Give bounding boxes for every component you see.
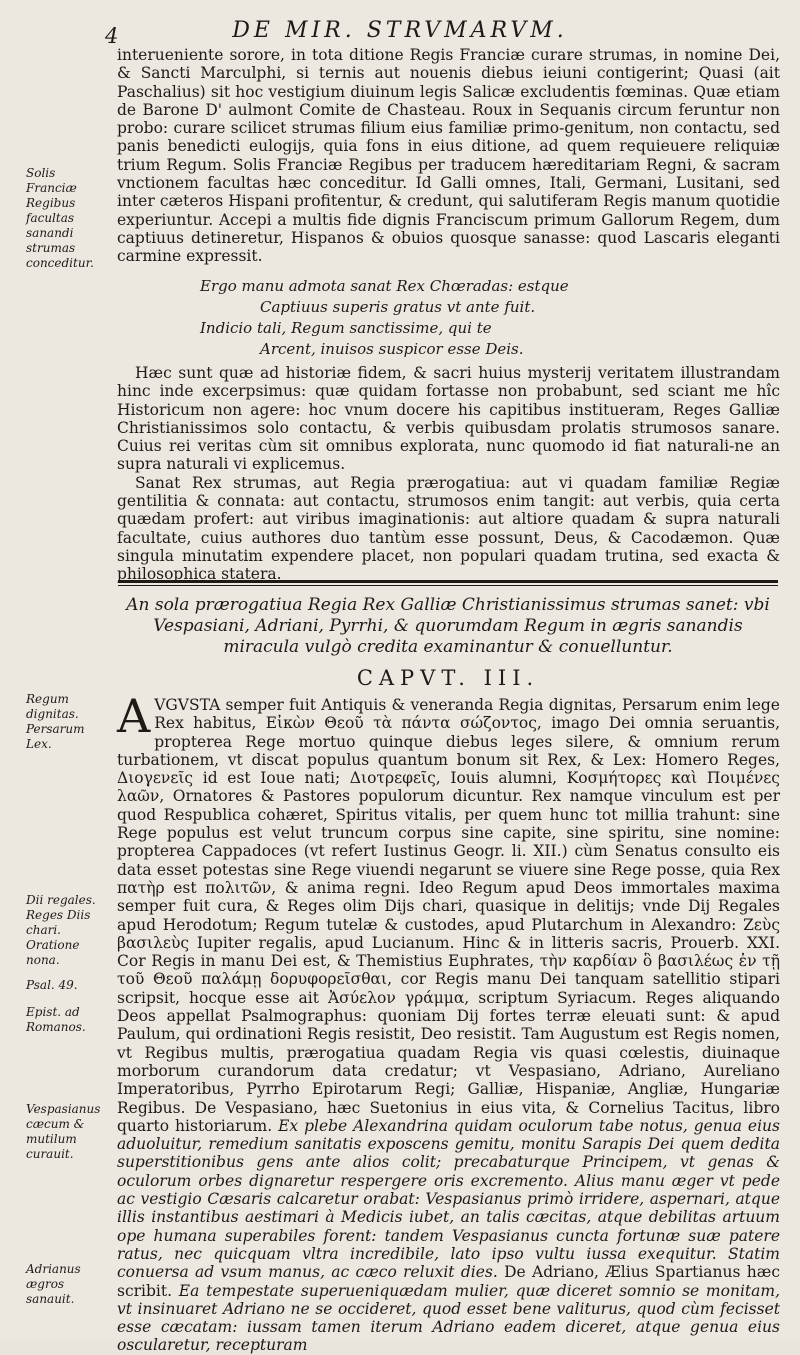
margin-note-epistle: Epist. ad Romanos. [26, 1005, 86, 1034]
spartianus-quote: Ea tempestate superueniquædam mulier, quæ diceret somnio se monitam, vt insinuaret Adriano ne se occideret, quod esset bene valiturus, quod cùm fecisset esse cæcatam: iussam tamen iterum Adriano eadem diceret, atque genua eius oscularetur, recepturam [117, 1281, 780, 1355]
verse-quotation [200, 276, 640, 360]
chapter-text [117, 689, 780, 1355]
text-block-top [117, 46, 780, 266]
paragraph-2: Hæc sunt quæ ad historiæ fidem, & sacri huius mysterij veritatem illustrandam hinc inde excerpsimus: quæ quidam fortasse non probabunt, sed sciant me hîc Historicum non agere: hoc vnum docere his capitibus institueram, Reges Galliæ Christianissimos solo contactu, & verbis quibusdam prolatis strumosos sanare. Cuius rei veritas cùm sit omnibus explorata, nunc quomodo id fiat naturali-ne an supra naturali vi explicemus. [117, 364, 780, 474]
margin-note-franciae: Solis Franciæ Regibus facultas sanandi strumas conceditur. [26, 166, 94, 270]
margin-note-dii-regales: Dii regales. Reges Diis chari. Oratione nona. [26, 893, 96, 967]
paragraph-1: interueniente sorore, in tota ditione Regis Franciæ curare strumas, in nomine Dei, & Sancti Marculphi, si ternis aut nouenis diebus ieiuni contigerint; Quasi (ait Paschalius) sit hoc vestigium diuinum legis Salicæ excludentis fœminas. Quæ etiam de Barone D' aulmont Comite de Chasteau. Roux in Sequanis circum feruntur non probo: curare scilicet strumas filium eius familiæ primo-genitum, non contactu, sed panis benedicti eulogijs, quia fons in eius ditione, ad quem requieuere reliquiæ trium Regum. Solis Franciæ Regibus per traducem hæreditariam Regni, & sacram vnctionem facultas hæc conceditur. Id Galli omnes, Itali, Germani, Lusitani, sed inter cæteros Hispani profitentur, & credunt, qui salutiferam Regis manum quotidie experiuntur. Accepi a multis fide dignis Franciscum primum Gallorum Regem, dum captiuus detineretur, Hispanos & obuios quosque sanasse: quod Lascaris eleganti carmine expressit. [117, 46, 780, 266]
verse-line-1: Ergo manu admota sanat Rex Chœradas: estque [200, 277, 569, 295]
verse-line-3: Indicio tali, Regum sanctissime, qui te [200, 319, 492, 337]
chapter-paragraph [117, 689, 780, 1355]
paragraph-3: Sanat Rex strumas, aut Regia prærogatiua: aut vi quadam familiæ Regiæ gentilitia & connata: aut contactu, strumosos enim tangit: aut verbis, quia certa quædam profert: aut viribus imaginationis: aut altiore quadam & supra naturali facultate, cuius authores duo tantùm esse possunt, Deus, & Cacodæmon. Quæ singula minutatim expendere placet, non populari quadam trutina, sed exacta & philosophica statera. [117, 473, 780, 584]
verse-line-2: Captiuus superis gratus vt ante fuit. [260, 298, 536, 316]
running-title: DE MIR. STRVMARVM. [232, 18, 568, 43]
margin-note-psalm: Psal. 49. [26, 978, 78, 992]
page-number: 4 [105, 24, 119, 48]
verse-line-4: Arcent, inuisos suspicor esse Deis. [260, 340, 524, 358]
text-block-middle [117, 364, 780, 584]
section-rule [118, 580, 778, 586]
margin-note-adrianus: Adrianus ægros sanauit. [26, 1262, 81, 1306]
margin-note-regum: Regum dignitas. Persarum Lex. [26, 692, 85, 751]
tacitus-quote: Ex plebe Alexandrina quidam oculorum tabe notus, genua eius aduoluitur, remedium sanitatis exposcens gemitu, monitu Sarapis Dei quem dedita superstitionibus gens ante alios colit; precabaturque Principem, vt genas & oculorum orbes dignaretur respergere oris excremento. Alius manu æger vt pede ac vestigio Cæsaris calcaretur orabat: Vespasianus primò irridere, aspernari, atque illis instantibus aestimari à Medicis iubet, an talis cæcitas, atque debilitas artuum ope humana superabiles forent: tandem Vespasianus cuncta fortunæ suæ patere ratus, nec quicquam vltra incredibile, lato ipso vultu iussa exequitur. Statim conuersa ad vsum manus, ac cæco reluxit dies. [117, 1116, 780, 1282]
chapter-heading: CAPVT. III. [356, 666, 540, 690]
margin-note-vespasianus: Vespasianus cæcum & mutilum curauit. [26, 1102, 101, 1161]
drop-cap: A [117, 689, 151, 743]
chapter-body: VGVSTA semper fuit Antiquis & veneranda Regia dignitas, Persarum enim lege Rex habitus, Εἰκὼν Θεοῦ τὰ πάντα σώζοντος, imago Dei omnia seruantis, propterea Rege mortuo quinque diebus leges silere, & omnium rerum turbationem, vt discat populus quantum bonum sit Rex, & Lex: Homero Reges, Διογενεῖς id est Ioue nati; Διοτρεφεῖς, Iouis alumni, Κοσμήτορες καὶ Ποιμένες λαῶν, Ornatores & Pastores populorum dicuntur. Rex namque vinculum est per quod Respublica cohæret, Spiritus vitalis, per quem hunc tot millia trahunt: sine Rege populus est velut truncum corpus sine capite, sine spiritu, sine nomine: propterea Cappadoces (vt refert Iustinus Geogr. li. XII.) cùm Senatus consulto eis data esset potestas sine Rege viuendi negarunt se viuere sine Rege posse, quia Rex πατὴρ est πολιτῶν, & anima regni. Ideo Regum apud Deos immortales maxima semper fuit cura, & Reges olim Dijs chari, quasique in delitijs; vnde Dij Regales apud Herodotum; Regum tutelæ & custodes, apud Plutarchum in Alexandro: Ζεὺς βασιλεὺς Iupiter regalis, apud Lucianum. Hinc & in litteris sacris, Prouerb. XXI. Cor Regis in manu Dei est, & Themistius Euphrates, τὴν καρδίαν ὃ βασιλέως ἐν τῇ τοῦ Θεοῦ παλάμῃ δορυφορεῖσθαι, cor Regis manu Dei tanquam satellitio stipari scripsit, hocque esse ait Ἀσύελον γράμμα, scriptum Syriacum. Reges aliquando Deos appellat Psalmographus: quoniam Dij fortes terræ eleuati sunt: & apud Paulum, qui ordinationi Regis resistit, Deo resistit. Tam Augustum est Regis nomen, vt Regibus multis, prærogatiua quadam Regia vis quasi cœlestis, diuinaque morborum curandorum data credatur; vt Vespasiano, Adriano, Aureliano Imperatoribus, Pyrrho Epirotarum Regi; Galliæ, Hispaniæ, Angliæ, Hungariæ Regibus. De Vespasiano, hæc Suetonius in eius vita, & Cornelius Tacitus, libro quarto historiarum. [117, 696, 780, 1135]
running-head [0, 8, 800, 48]
spartianus-intro: De Adriano, Ælius Spartianus hæc scribit. [117, 1263, 780, 1300]
chapter-summary: An sola prærogatiua Regia Rex Galliæ Christianissimus strumas sanet: vbi Vespasiani, Adriani, Pyrrhi, & quorumdam Regum in ægris sanandis miracula vulgò credita examinantur & conuelluntur. [126, 595, 770, 657]
